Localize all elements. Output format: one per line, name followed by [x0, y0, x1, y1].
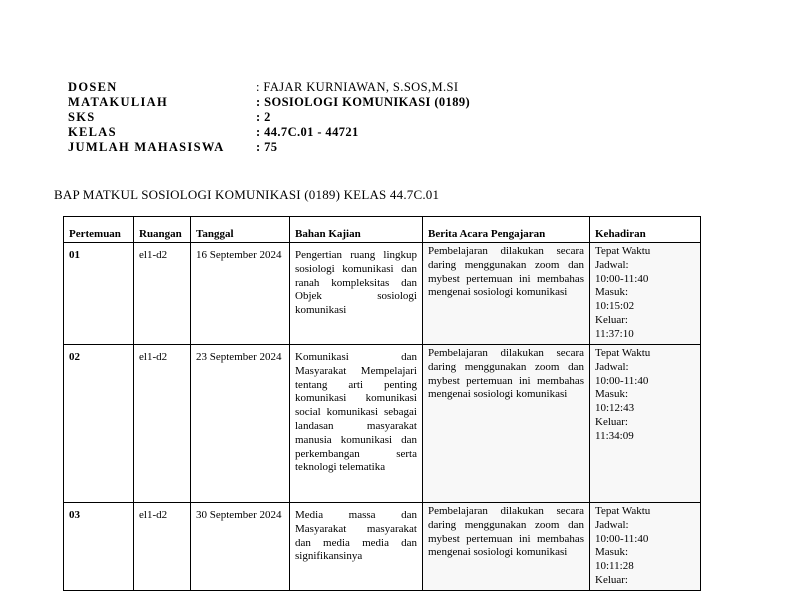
table-row: [64, 345, 701, 503]
kehadiran-jadwal-label: Jadwal:: [595, 360, 629, 373]
table-row: [64, 243, 701, 345]
kehadiran-masuk-value: 10:12:43: [595, 402, 635, 415]
kehadiran-status: Tepat Waktu: [595, 245, 651, 257]
cell-pertemuan: 03: [64, 503, 134, 591]
kehadiran-masuk-label: Masuk:: [595, 286, 628, 299]
matakuliah-label: MATAKULIAH: [68, 95, 169, 109]
matakuliah-value: : SOSIOLOGI KOMUNIKASI (0189): [256, 95, 471, 109]
col-header-bahan-kajian: Bahan Kajian: [290, 217, 423, 243]
bap-title: BAP MATKUL SOSIOLOGI KOMUNIKASI (0189) KELAS 44.7C.01: [54, 187, 440, 202]
kelas-label: KELAS: [68, 125, 117, 139]
info-row-dosen: [68, 80, 470, 95]
cell-bahan-kajian: Media massa dan Masyarakat masyarakat dan media media dan signifikansinya: [290, 503, 423, 591]
cell-kehadiran: [590, 345, 701, 503]
info-row-sks: [68, 110, 470, 125]
cell-tanggal: 30 September 2024: [191, 503, 290, 591]
jumlah-mahasiswa-value: : 75: [256, 140, 278, 154]
cell-kehadiran: [590, 503, 701, 591]
cell-ruangan: el1-d2: [134, 503, 191, 591]
matakuliah-value-text: SOSIOLOGI KOMUNIKASI (0189): [264, 95, 471, 109]
kehadiran-masuk-label: Masuk:: [595, 388, 628, 401]
col-header-kehadiran: Kehadiran: [590, 217, 701, 243]
jumlah-mahasiswa-label: JUMLAH MAHASISWA: [68, 140, 225, 154]
kehadiran-keluar-value: 11:34:09: [595, 429, 634, 442]
kelas-value: : 44.7C.01 - 44721: [256, 125, 359, 139]
info-row-matakuliah: [68, 95, 470, 110]
jumlah-mahasiswa-value-text: 75: [264, 140, 278, 154]
info-row-jumlah: [68, 140, 470, 155]
kehadiran-jadwal-label: Jadwal:: [595, 518, 629, 531]
cell-kehadiran: [590, 243, 701, 345]
col-header-tanggal: Tanggal: [191, 217, 290, 243]
kehadiran-status: Tepat Waktu: [595, 505, 651, 517]
dosen-value: : FAJAR KURNIAWAN, S.SOS,M.SI: [256, 80, 459, 94]
kehadiran-jadwal-value: 10:00-11:40: [595, 374, 649, 387]
kehadiran-keluar-label: Keluar:: [595, 573, 628, 586]
cell-tanggal: 16 September 2024: [191, 243, 290, 345]
sks-label: SKS: [68, 110, 96, 124]
kehadiran-masuk-label: Masuk:: [595, 546, 628, 559]
col-header-ruangan: Ruangan: [134, 217, 191, 243]
kelas-value-text: 44.7C.01 - 44721: [264, 125, 359, 139]
kehadiran-keluar-value: 11:37:10: [595, 327, 634, 340]
kehadiran-keluar-label: Keluar:: [595, 313, 628, 326]
cell-ruangan: el1-d2: [134, 345, 191, 503]
sks-value: : 2: [256, 110, 271, 124]
col-header-berita-acara: Berita Acara Pengajaran: [423, 217, 590, 243]
cell-berita-acara: Pembelajaran dilakukan secara daring menggunakan zoom dan mybest pertemuan ini membahas mengenai sosiologi komunikasi: [423, 503, 590, 591]
kehadiran-jadwal-value: 10:00-11:40: [595, 532, 649, 545]
table-row: [64, 503, 701, 591]
dosen-value-text: FAJAR KURNIAWAN, S.SOS,M.SI: [263, 80, 459, 94]
kehadiran-masuk-value: 10:11:28: [595, 560, 634, 573]
cell-bahan-kajian: Pengertian ruang lingkup sosiologi komunikasi dan ranah kompleksitas dan Objek sosiologi komunikasi: [290, 243, 423, 345]
cell-berita-acara: Pembelajaran dilakukan secara daring menggunakan zoom dan mybest pertemuan ini membahas mengenai sosiologi komunikasi: [423, 243, 590, 345]
cell-berita-acara: Pembelajaran dilakukan secara daring menggunakan zoom dan mybest pertemuan ini membahas mengenai sosiologi komunikasi: [423, 345, 590, 503]
course-info: [68, 80, 470, 155]
kehadiran-jadwal-value: 10:00-11:40: [595, 272, 649, 285]
sks-value-text: 2: [264, 110, 271, 124]
cell-pertemuan: 01: [64, 243, 134, 345]
cell-bahan-kajian: Komunikasi dan Masyarakat Mempelajari tentang arti penting komunikasi komunikasi social komunikasi sebagai landasan masyarakat manusia komunikasi dan perkembangan serta teknologi telematika: [290, 345, 423, 503]
kehadiran-keluar-label: Keluar:: [595, 415, 628, 428]
kehadiran-jadwal-label: Jadwal:: [595, 258, 629, 271]
info-row-kelas: [68, 125, 470, 140]
cell-tanggal: 23 September 2024: [191, 345, 290, 503]
kehadiran-status: Tepat Waktu: [595, 347, 651, 359]
col-header-pertemuan: Pertemuan: [64, 217, 134, 243]
kehadiran-masuk-value: 10:15:02: [595, 300, 635, 313]
bap-table: [63, 216, 701, 591]
dosen-label: DOSEN: [68, 80, 118, 94]
cell-pertemuan: 02: [64, 345, 134, 503]
cell-ruangan: el1-d2: [134, 243, 191, 345]
table-header-row: [64, 217, 701, 243]
